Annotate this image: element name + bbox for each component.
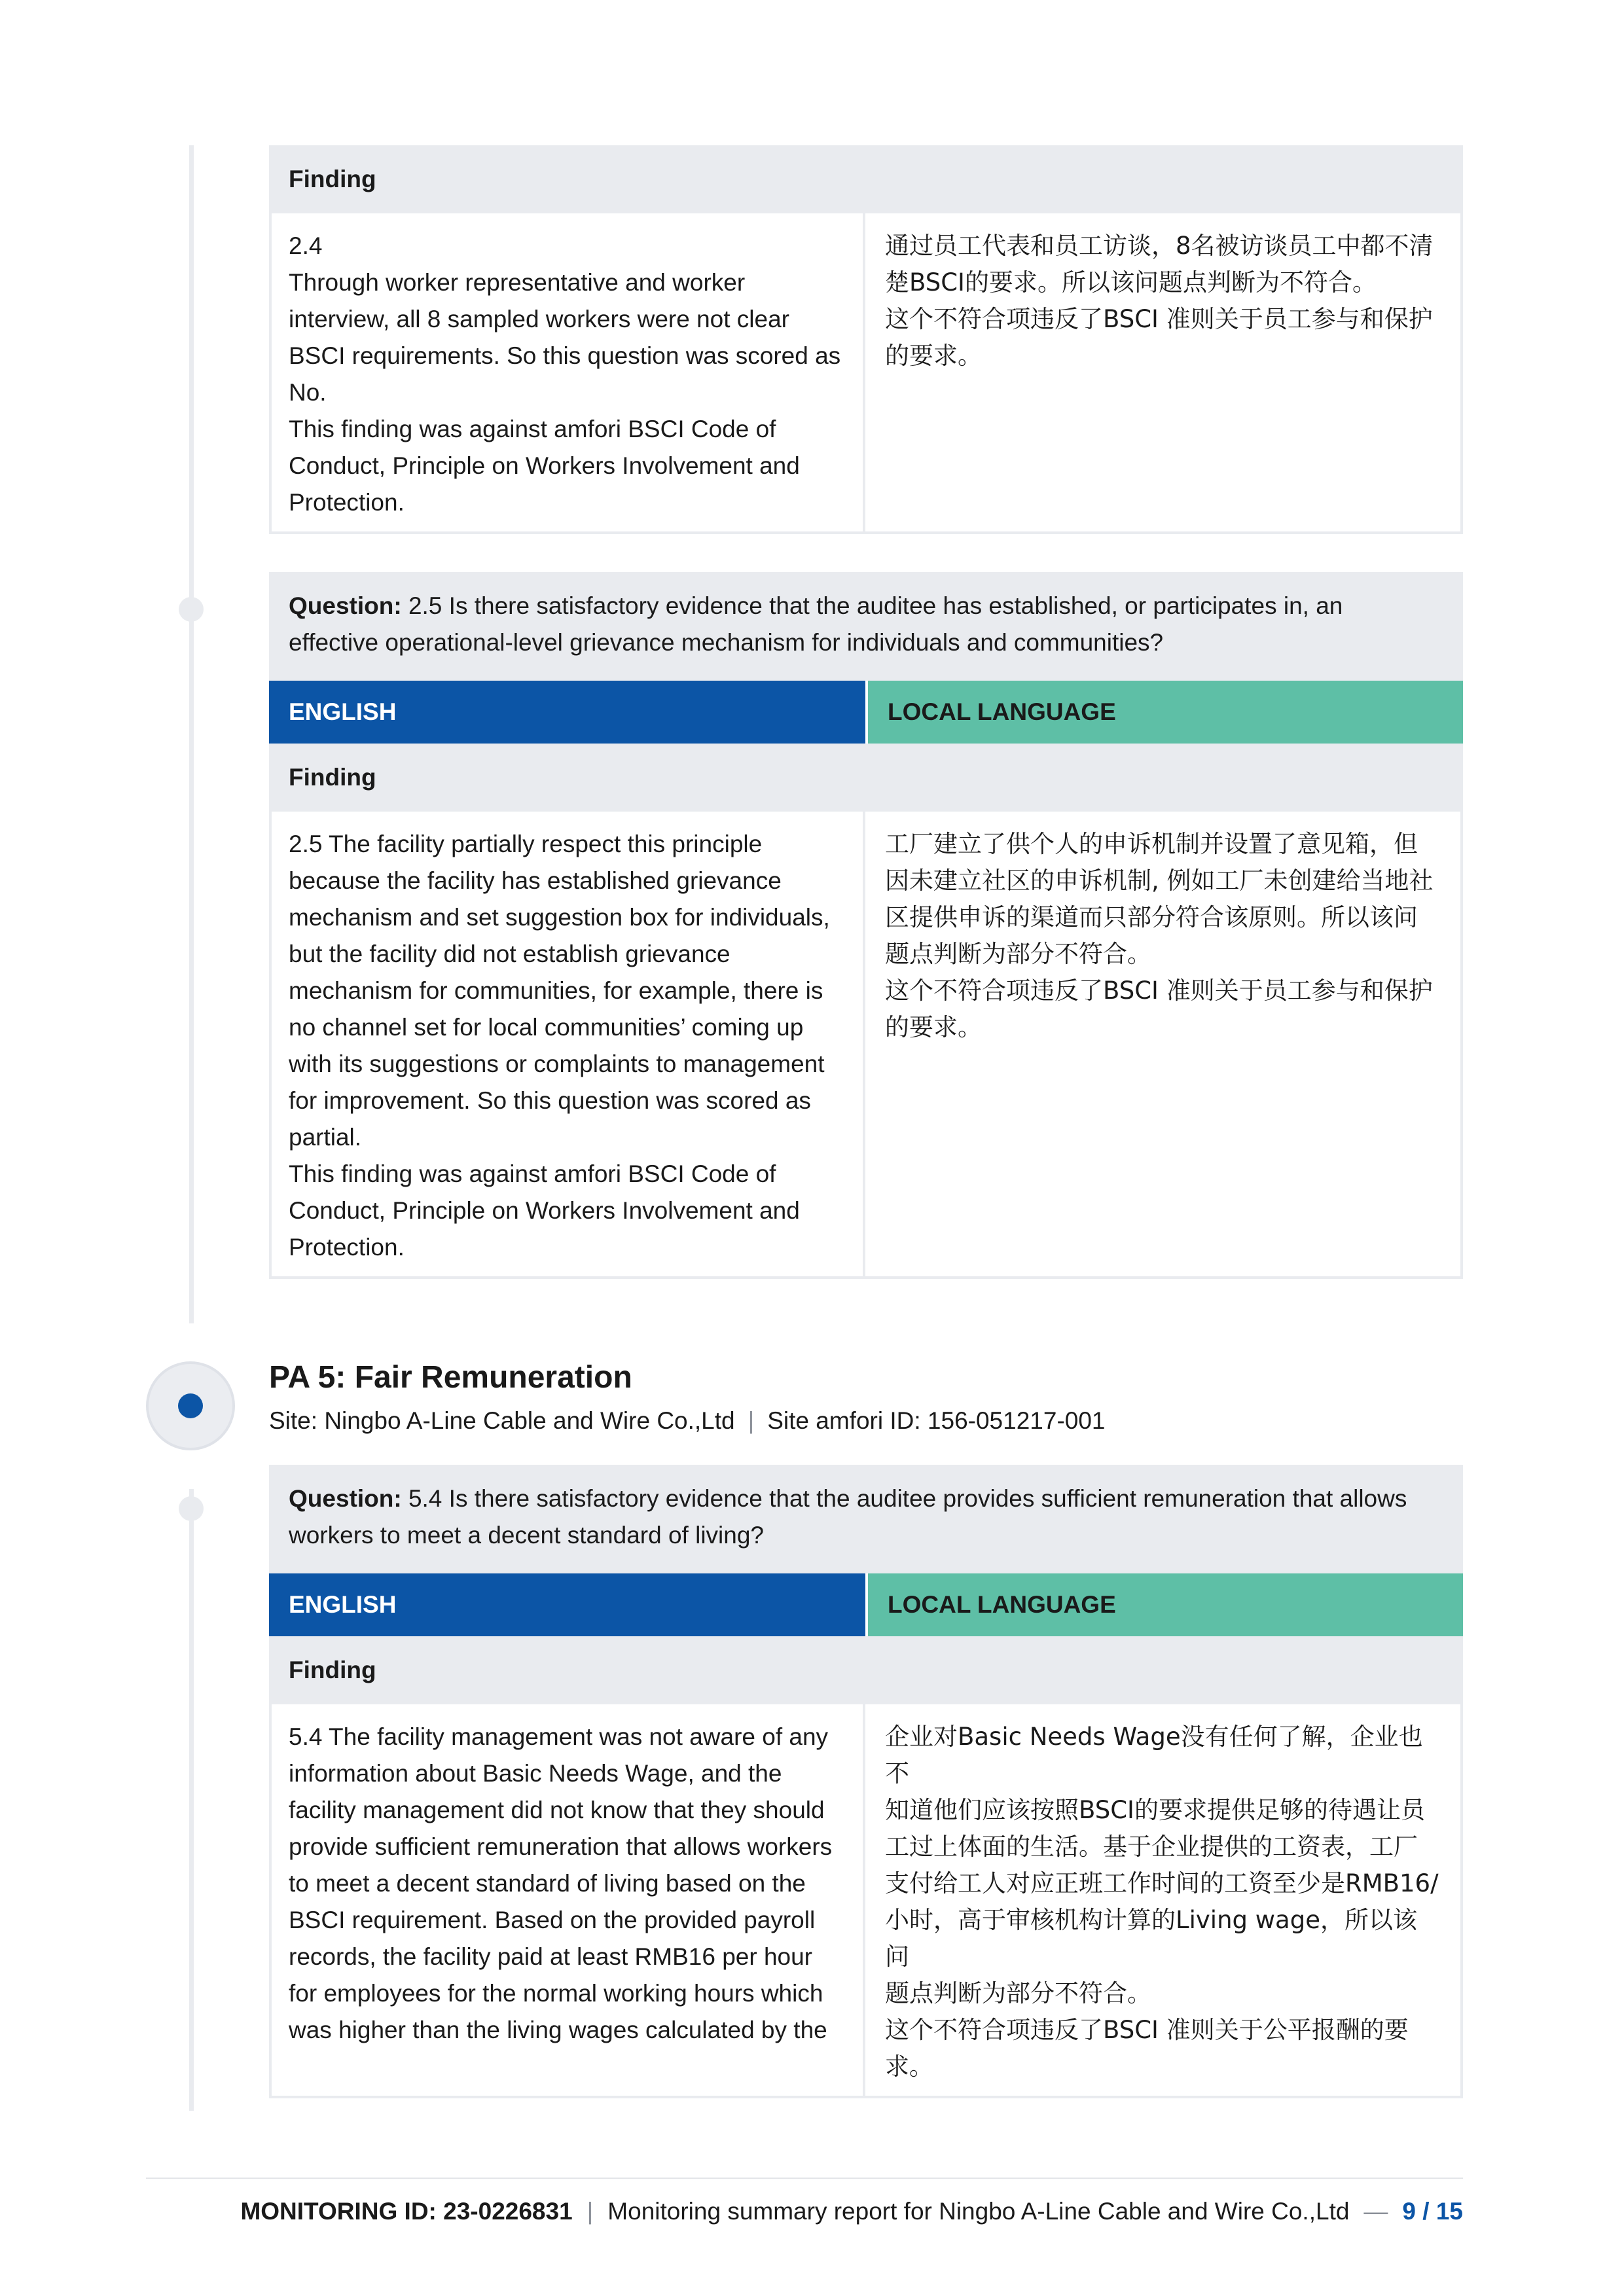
- monitoring-id: MONITORING ID: 23-0226831: [240, 2198, 573, 2225]
- local-language-column-header: LOCAL LANGUAGE: [865, 681, 1463, 744]
- finding-english-text: 5.4 The facility management was not aware of any information about Basic Needs Wage, and the facility management did not know that they should provide sufficient remuneration that allows workers to meet a decent standard of living based on the BSCI requirement. Based on the provided payroll records, the facility paid at least RMB16 per hour for employees for the normal working hours which was higher than the living wages calculated by the: [272, 1704, 865, 2096]
- footer-divider: [146, 2178, 1463, 2179]
- finding-english-text: 2.5 The facility partially respect this principle because the facility has established grievance mechanism and set suggestion box for individuals, but the facility did not establish grievance mechanism for communities, for example, there is no channel set for local communities’ coming up with its suggestions or complaints to management for improvement. So this question was scored as partial. This finding was against amfori BSCI Code of Conduct, Principle on Workers Involvement and Protection.: [272, 812, 865, 1276]
- timeline-line: [189, 145, 194, 1323]
- question-text: Question: 2.5 Is there satisfactory evidence that the auditee has established, or participates in, an effective operational-level grievance mechanism for individuals and communities?: [269, 572, 1463, 681]
- footer-dash: —: [1363, 2198, 1388, 2225]
- section-marker-dot: [178, 1393, 203, 1418]
- page-footer: [240, 2198, 1463, 2225]
- question-block-5-4: [269, 1465, 1463, 2098]
- finding-body: [269, 812, 1463, 1279]
- page-number: 9 / 15: [1402, 2198, 1463, 2225]
- finding-heading: Finding: [269, 145, 1463, 213]
- finding-block-2-4: [269, 145, 1463, 534]
- language-header-row: [269, 681, 1463, 744]
- finding-heading: Finding: [269, 1636, 1463, 1704]
- site-amfori-id: Site amfori ID: 156-051217-001: [767, 1407, 1106, 1434]
- question-text: Question: 5.4 Is there satisfactory evidence that the auditee provides sufficient remuneration that allows workers to meet a decent standard of living?: [269, 1465, 1463, 1573]
- section-site-info: [269, 1407, 1106, 1435]
- section-marker: [146, 1361, 235, 1450]
- language-header-row: [269, 1573, 1463, 1636]
- english-column-header: ENGLISH: [269, 681, 865, 744]
- finding-body: [269, 1704, 1463, 2098]
- timeline-dot: [179, 1496, 204, 1521]
- finding-local-text: 通过员工代表和员工访谈，8名被访谈员工中都不清 楚BSCI的要求。所以该问题点判断为不符合。 这个不符合项违反了BSCI 准则关于员工参与和保护 的要求。: [885, 232, 1434, 370]
- question-label: Question:: [289, 592, 402, 619]
- local-language-column-header: LOCAL LANGUAGE: [865, 1573, 1463, 1636]
- finding-local-text: 工厂建立了供个人的申诉机制并设置了意见箱，但 因未建立社区的申诉机制, 例如工厂未创建给当地社 区提供申诉的渠道而只部分符合该原则。所以该问 题点判断为部分不符合。 这个不符合项违反了BSCI 准则关于员工参与和保护 的要求。: [885, 830, 1434, 1041]
- site-name: Site: Ningbo A-Line Cable and Wire Co.,Ltd: [269, 1407, 735, 1434]
- finding-local-text: 企业对Basic Needs Wage没有任何了解，企业也不 知道他们应该按照BSCI的要求提供足够的待遇让员 工过上体面的生活。基于企业提供的工资表，工厂 支付给工人对应正班工作时间的工资至少是RMB16/ 小时，高于审核机构计算的Living wage，所以该问 题点判断为部分不符合。 这个不符合项违反了BSCI 准则关于公平报酬的要 求。: [885, 1723, 1439, 2081]
- question-label: Question:: [289, 1485, 402, 1512]
- question-block-2-5: [269, 572, 1463, 1279]
- timeline-dot: [179, 597, 204, 622]
- english-column-header: ENGLISH: [269, 1573, 865, 1636]
- footer-separator: |: [586, 2198, 594, 2225]
- timeline-line: [189, 1489, 194, 2111]
- separator: |: [748, 1407, 755, 1434]
- section-title: PA 5: Fair Remuneration: [269, 1360, 632, 1395]
- finding-body: [269, 213, 1463, 534]
- finding-english-text: 2.4 Through worker representative and worker interview, all 8 sampled workers were not clear BSCI requirements. So this question was scored as No. This finding was against amfori BSCI Code of Conduct, Principle on Workers Involvement and Protection.: [272, 213, 865, 531]
- finding-heading: Finding: [269, 744, 1463, 812]
- report-summary-title: Monitoring summary report for Ningbo A-Line Cable and Wire Co.,Ltd: [607, 2198, 1350, 2225]
